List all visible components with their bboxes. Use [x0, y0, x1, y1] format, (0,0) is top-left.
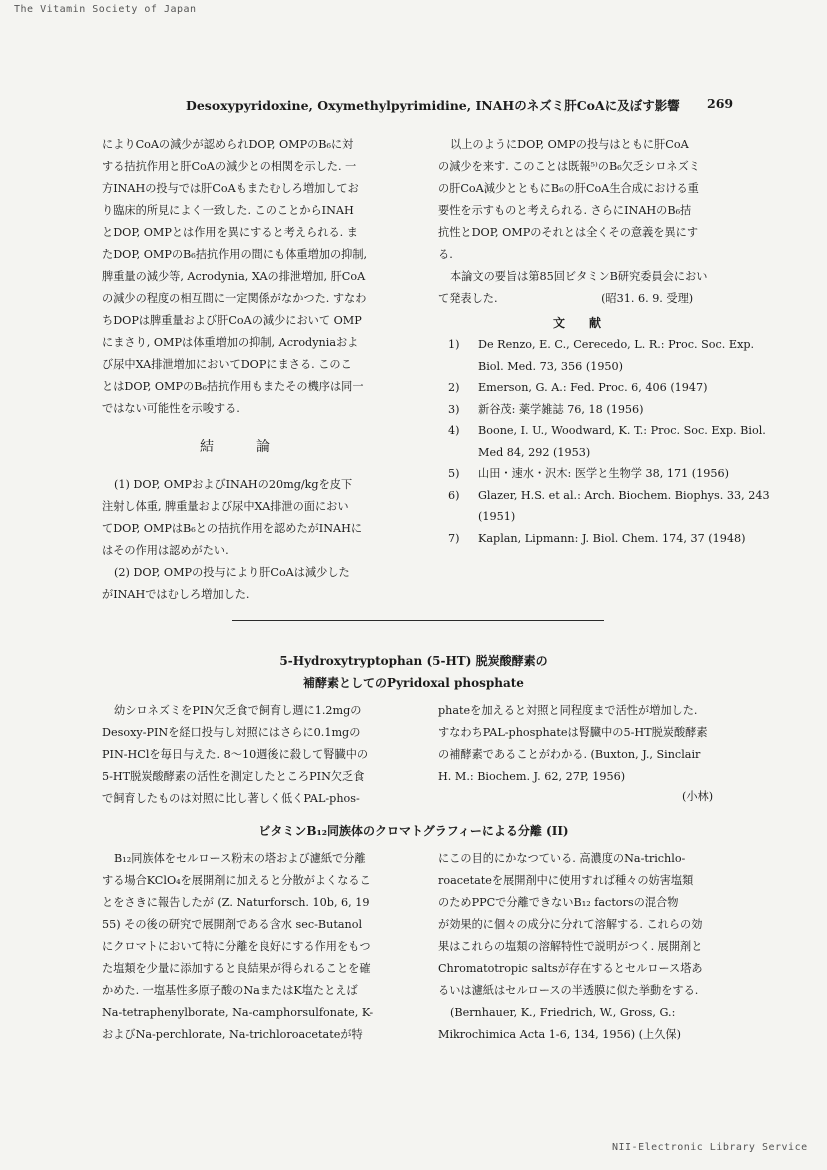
reference-item [448, 485, 778, 528]
running-header: Desoxypyridoxine, Oxymethylpyrimidine, INAHのネズミ肝CoAに及ぼす影響 [186, 98, 680, 113]
reference-list [448, 334, 778, 549]
section-divider [232, 620, 604, 621]
reference-item [448, 528, 778, 550]
text-line: 要性を示すものと考えられる. さらにINAHのB₆拮 [438, 204, 692, 217]
text-line: た塩類を少量に添加すると良結果が得られることを確 [102, 962, 371, 975]
text-line: する場合KClO₄を展開剤に加えると分散がよくなるこ [102, 874, 371, 887]
text-line: roacetateを展開剤中に使用すれば種々の妨害塩類 [438, 874, 694, 887]
text-line: Chromatotropic saltsが存在するとセルロース塔あ [438, 962, 703, 975]
text-line: る. [438, 248, 453, 261]
reference-text: De Renzo, E. C., Cerecedo, L. R.: Proc. Soc. Exp. Biol. Med. 73, 356 (1950) [478, 338, 755, 373]
reference-text: 山田・速水・沢木: 医学と生物学 38, 171 (1956) [478, 467, 729, 480]
text-line: (Bernhauer, K., Friedrich, W., Gross, G.: [450, 1006, 676, 1019]
section-3-left [102, 848, 373, 1046]
reference-number: 5) [448, 467, 460, 480]
text-line: PIN-HClを毎日与えた. 8〜10週後に殺して腎臓中の [102, 748, 369, 761]
references-heading: 文 献 [553, 316, 602, 330]
conclusion-body [102, 474, 362, 606]
text-line: で飼育したものは対照に比し著しく低くPAL-phos- [102, 792, 360, 805]
right-column [438, 134, 707, 310]
text-line: 果はこれらの塩類の溶解特性で説明がつく. 展開剤と [438, 940, 703, 953]
text-line: 注射し体重, 脾重量および尿中XA排泄の面におい [102, 500, 349, 513]
text-line: り臨床的所見によく一致した. このことからINAH [102, 204, 354, 217]
text-line: にまさり, OMPは体重増加の抑制, Acrodyniaおよ [102, 336, 359, 349]
text-line: 5-HT脱炭酸酵素の活性を測定したところPIN欠乏食 [102, 770, 365, 783]
section-2-title-line-1: 5-Hydroxytryptophan (5-HT) 脱炭酸酵素の [279, 654, 548, 668]
text-line: ちDOPは脾重量および肝CoAの減少において OMP [102, 314, 362, 327]
text-line: 抗性とDOP, OMPのそれとは全くその意義を異にす [438, 226, 699, 239]
reference-number: 2) [448, 381, 460, 394]
text-line: の減少の程度の相互間に一定関係がなかつた. すなわ [102, 292, 367, 305]
section-3-title: ビタミンB₁₂同族体のクロマトグラフィーによる分離 (II) [258, 824, 569, 838]
text-line: び尿中XA排泄増加においてDOPにまさる. このこ [102, 358, 352, 371]
reference-text: Kaplan, Lipmann: J. Biol. Chem. 174, 37 (1948) [478, 531, 746, 545]
text-line: とはDOP, OMPのB₆拮抗作用もまたその機序は同一 [102, 380, 364, 393]
text-line: 以上のようにDOP, OMPの投与はともに肝CoA [450, 138, 689, 151]
reference-item [448, 463, 778, 485]
text-line: H. M.: Biochem. J. 62, 27P, 1956) [438, 770, 626, 783]
text-line: によりCoAの減少が認められDOP, OMPのB₆に対 [102, 138, 354, 151]
reference-text: 新谷茂: 薬学雑誌 76, 18 (1956) [478, 402, 644, 416]
text-line: する拮抗作用と肝CoAの減少との相関を示した. 一 [102, 160, 357, 173]
left-column [102, 134, 367, 420]
text-line: るいは濾紙はセルロースの半透膜に似た挙動をする. [438, 984, 699, 997]
reference-item [448, 334, 778, 377]
reference-item [448, 420, 778, 463]
text-line: ではない可能性を示唆する. [102, 402, 240, 415]
text-line: の肝CoA減少とともにB₆の肝CoA生合成における重 [438, 182, 699, 195]
watermark-top: The Vitamin Society of Japan [14, 4, 197, 15]
watermark-bottom: NII-Electronic Library Service [612, 1142, 808, 1153]
text-line: (2) DOP, OMPの投与により肝CoAは減少した [114, 566, 350, 579]
text-line: とDOP, OMPとは作用を異にすると考えられる. ま [102, 226, 358, 239]
page-number: 269 [707, 96, 734, 111]
reference-text: Boone, I. U., Woodward, K. T.: Proc. Soc. Exp. Biol. Med 84, 292 (1953) [478, 424, 766, 459]
text-line: の補酵素であることがわかる. (Buxton, J., Sinclair [438, 748, 701, 761]
text-line: 幼シロネズミをPIN欠乏食で飼育し週に1.2mgの [114, 704, 362, 717]
text-line: 本論文の要旨は第85回ビタミンB研究委員会におい [450, 270, 708, 283]
received-date: (昭31. 6. 9. 受理) [601, 292, 694, 305]
reference-number: 6) [448, 488, 460, 502]
text-line: てDOP, OMPはB₆との拮抗作用を認めたがINAHに [102, 522, 363, 535]
section-3-right [438, 848, 703, 1046]
text-line: すなわちPAL-phosphateは腎臓中の5-HT脱炭酸酵素 [438, 726, 708, 739]
section-2-right [438, 700, 708, 788]
text-line: はその作用は認めがたい. [102, 544, 229, 557]
text-line: にクロマトにおいて特に分離を良好にする作用をもつ [102, 940, 371, 953]
text-line: Na-tetraphenylborate, Na-camphorsulfonate, K- [102, 1006, 374, 1019]
text-line: phateを加えると対照と同程度まで活性が増加した. [438, 704, 698, 717]
reference-text: Emerson, G. A.: Fed. Proc. 6, 406 (1947) [478, 381, 708, 394]
text-line: 脾重量の減少等, Acrodynia, XAの排泄増加, 肝CoA [102, 270, 366, 283]
text-line: が効果的に個々の成分に分れて溶解する. これらの効 [438, 918, 703, 931]
text-line: がINAHではむしろ増加した. [102, 588, 250, 601]
section-2-title-line-2: 補酵素としてのPyridoxal phosphate [303, 676, 524, 690]
reference-number: 1) [448, 338, 460, 351]
reference-text: Glazer, H.S. et al.: Arch. Biochem. Biophys. 33, 243 (1951) [478, 488, 770, 523]
text-line: たDOP, OMPのB₆拮抗作用の間にも体重増加の抑制, [102, 248, 368, 261]
text-line: かめた. 一塩基性多原子酸のNaまたはK塩たとえば [102, 984, 358, 997]
text-line: にこの目的にかなつている. 高濃度のNa-trichlo- [438, 852, 686, 865]
text-line [438, 288, 707, 310]
text-line: の減少を来す. このことは既報⁵⁾のB₆欠乏シロネズミ [438, 160, 700, 173]
text-line: Desoxy-PINを経口投与し対照にはさらに0.1mgの [102, 726, 361, 739]
reference-number: 7) [448, 531, 460, 545]
text-line: およびNa-perchlorate, Na-trichloroacetateが特 [102, 1028, 363, 1041]
reference-number: 3) [448, 402, 460, 416]
text-line: B₁₂同族体をセルロース粉末の塔および濾紙で分離 [114, 852, 366, 865]
reference-item [448, 377, 778, 399]
text-line: のためPPCで分離できないB₁₂ factorsの混合物 [438, 896, 679, 909]
text-line: 55) その後の研究で展開剤である含水 sec-Butanol [102, 918, 363, 931]
reference-item [448, 399, 778, 421]
conclusion-heading: 結 論 [200, 439, 270, 455]
section-2-left [102, 700, 368, 810]
reference-number: 4) [448, 424, 460, 437]
text-line: とをさきに報告したが (Z. Naturforsch. 10b, 6, 19 [102, 896, 370, 909]
text-line: (1) DOP, OMPおよびINAHの20mg/kgを皮下 [114, 478, 353, 491]
text-line: Mikrochimica Acta 1-6, 134, 1956) (上久保) [438, 1028, 681, 1041]
section-2-author: (小林) [682, 790, 714, 803]
acknowledgement-end: て発表した. [438, 292, 498, 305]
text-line: 方INAHの投与では肝CoAもまたむしろ増加してお [102, 182, 359, 195]
